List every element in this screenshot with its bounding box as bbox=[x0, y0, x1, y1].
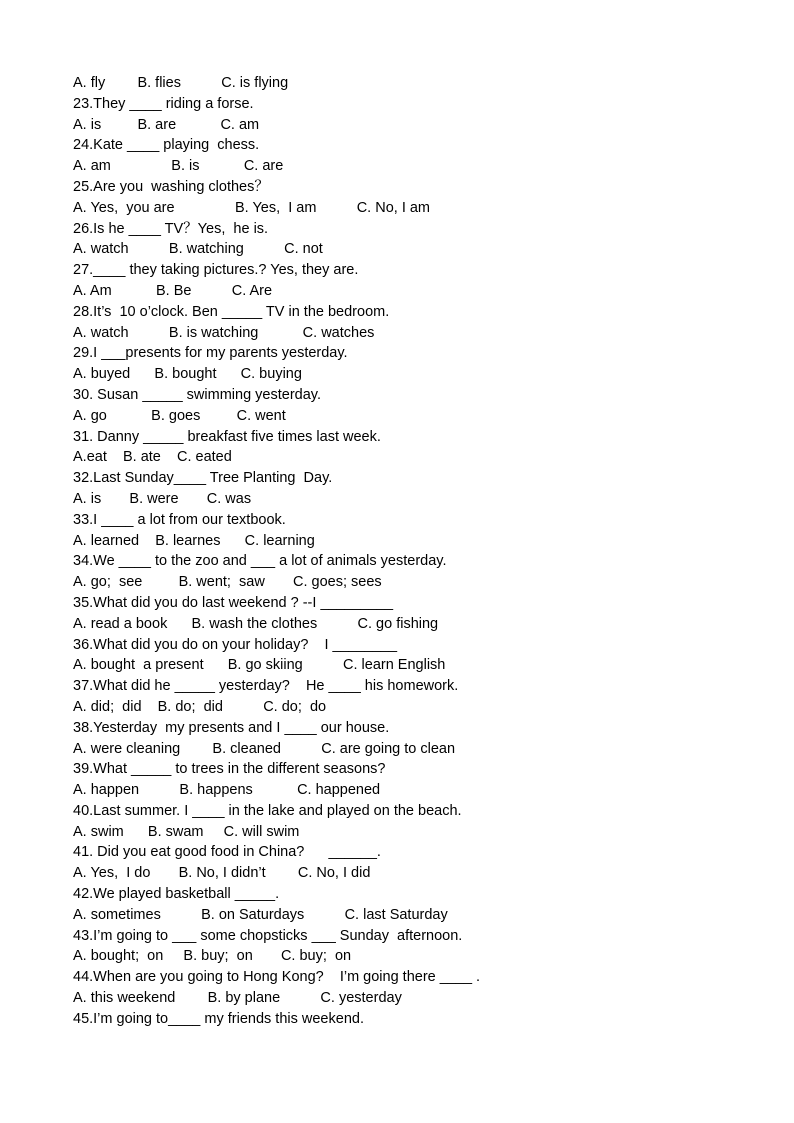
text-line: 28.It’s 10 o’clock. Ben _____ TV in the bedroom. bbox=[73, 303, 390, 320]
text-line: A. is B. were C. was bbox=[73, 490, 252, 507]
text-line: A.eat B. ate C. eated bbox=[73, 449, 232, 466]
text-line: A. go B. goes C. went bbox=[73, 407, 286, 424]
text-line: 31. Danny _____ breakfast five times last week. bbox=[73, 428, 381, 445]
text-line: A. am B. is C. are bbox=[73, 158, 284, 175]
text-line: A. bought; on B. buy; on C. buy; on bbox=[73, 948, 352, 965]
text-line: A. were cleaning B. cleaned C. are going to clean bbox=[73, 740, 456, 757]
text-line: A. Yes, I do B. No, I didn’t C. No, I did bbox=[73, 865, 371, 882]
text-line: 39.What _____ to trees in the different seasons? bbox=[73, 761, 386, 778]
text-line: 35.What did you do last weekend ? --I _________ bbox=[73, 594, 394, 611]
text-line: A. is B. are C. am bbox=[73, 116, 260, 133]
text-line: 43.I’m going to ___ some chopsticks ___ Sunday afternoon. bbox=[73, 927, 463, 944]
text-line: 37.What did he _____ yesterday? He ____ his homework. bbox=[73, 678, 459, 695]
text-line: 30. Susan _____ swimming yesterday. bbox=[73, 386, 321, 403]
text-line: A. Yes, you are B. Yes, I am C. No, I am bbox=[73, 199, 431, 216]
text-line: 38.Yesterday my presents and I ____ our house. bbox=[73, 719, 390, 736]
text-line: A. this weekend B. by plane C. yesterday bbox=[73, 990, 402, 1007]
text-line: A. watch B. is watching C. watches bbox=[73, 324, 375, 341]
text-line: 32.Last Sunday____ Tree Planting Day. bbox=[73, 470, 333, 487]
text-line: A. bought a present B. go skiing C. learn English bbox=[73, 657, 446, 674]
text-line: 40.Last summer. I ____ in the lake and played on the beach. bbox=[73, 802, 462, 819]
text-line: 36.What did you do on your holiday? I ________ bbox=[73, 636, 398, 653]
text-line: 26.Is he ____ TV？Yes, he is. bbox=[73, 220, 269, 237]
text-line: A. watch B. watching C. not bbox=[73, 241, 323, 258]
text-line: A. read a book B. wash the clothes C. go fishing bbox=[73, 615, 439, 632]
question-list bbox=[73, 73, 753, 1030]
text-line: 33.I ____ a lot from our textbook. bbox=[73, 511, 286, 528]
text-line: A. buyed B. bought C. buying bbox=[73, 366, 302, 383]
text-line: 41. Did you eat good food in China? ______. bbox=[73, 844, 381, 861]
text-line: 25.Are you washing clothes？ bbox=[73, 178, 269, 195]
text-line: 27.____ they taking pictures.? Yes, they are. bbox=[73, 262, 359, 279]
text-line: 42.We played basketball _____. bbox=[73, 886, 280, 903]
text-line: 23.They ____ riding a forse. bbox=[73, 95, 254, 112]
text-line: A. sometimes B. on Saturdays C. last Saturday bbox=[73, 906, 448, 923]
text-line: A. happen B. happens C. happened bbox=[73, 782, 381, 799]
text-line: A. fly B. flies C. is flying bbox=[73, 75, 289, 91]
text-line: 34.We ____ to the zoo and ___ a lot of animals yesterday. bbox=[73, 553, 447, 570]
text-line: A. swim B. swam C. will swim bbox=[73, 823, 300, 840]
text-line: 29.I ___presents for my parents yesterday. bbox=[73, 345, 348, 362]
text-line: A. did; did B. do; did C. do; do bbox=[73, 698, 327, 715]
text-line: 44.When are you going to Hong Kong? I’m going there ____ . bbox=[73, 969, 481, 986]
text-line: 45.I’m going to____ my friends this weekend. bbox=[73, 1010, 364, 1027]
text-line: A. go; see B. went; saw C. goes; sees bbox=[73, 574, 382, 591]
text-line: A. Am B. Be C. Are bbox=[73, 282, 273, 299]
text-line: 24.Kate ____ playing chess. bbox=[73, 137, 260, 154]
text-line: A. learned B. learnes C. learning bbox=[73, 532, 315, 549]
